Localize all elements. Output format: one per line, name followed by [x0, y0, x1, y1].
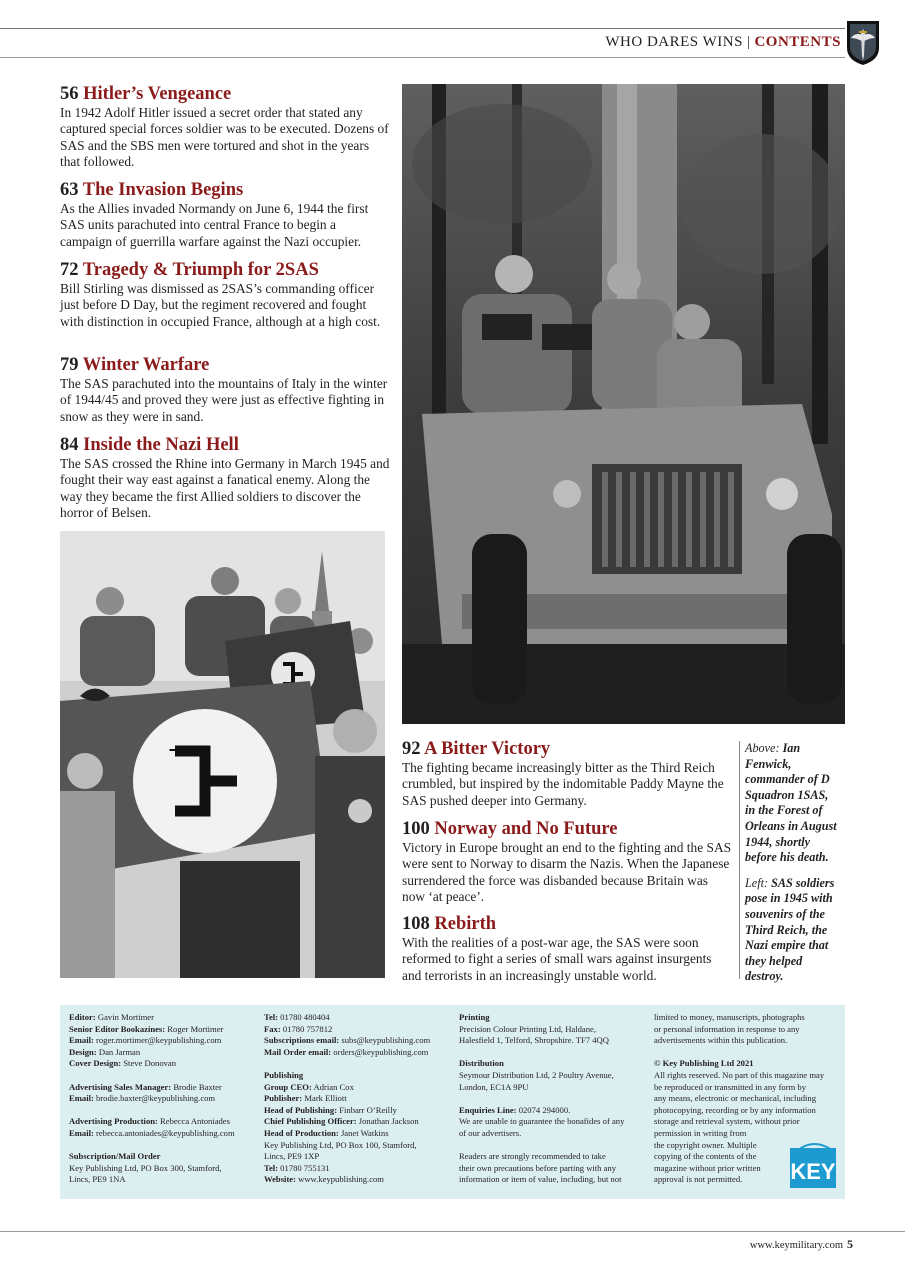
credit-line	[459, 1082, 649, 1094]
credit-label: Subscriptions email:	[264, 1035, 340, 1046]
credit-line	[459, 1151, 649, 1163]
entry-page-number: 108	[402, 914, 430, 934]
caption-above-lead: Above:	[745, 741, 780, 755]
credit-line	[654, 1058, 839, 1070]
footer-url[interactable]: www.keymilitary.com	[749, 1240, 843, 1251]
contents-entry-72[interactable]	[60, 260, 390, 330]
credit-label: Mail Order email:	[264, 1046, 332, 1057]
entry-title: A Bitter Victory	[424, 739, 551, 759]
credit-value: be reproduced or transmitted in any form by	[654, 1081, 807, 1092]
credit-line	[654, 1105, 839, 1117]
footer-rule	[0, 1231, 905, 1232]
credit-value: Gavin Mortimer	[97, 1012, 154, 1022]
running-header	[605, 34, 841, 51]
credit-label: Tel:	[264, 1012, 279, 1022]
credit-value: Lincs, PE9 1NA	[69, 1174, 126, 1185]
credits-column-1	[69, 1012, 259, 1186]
entry-page-number: 56	[60, 84, 79, 104]
key-publishing-logo-icon	[788, 1142, 840, 1190]
caption-left-text: SAS soldiers pose in 1945 with souvenirs of the Third Reich, the Nazi empire that they helped destroy.	[745, 875, 835, 984]
credit-line	[69, 1105, 259, 1117]
credit-value: Lincs, PE9 1XP	[264, 1151, 320, 1162]
credit-line	[459, 1024, 649, 1036]
contents-entry-84[interactable]	[60, 435, 390, 521]
credit-label: Head of Publishing:	[264, 1104, 338, 1115]
credit-line	[264, 1128, 454, 1140]
credit-line	[264, 1035, 454, 1047]
credit-line	[264, 1174, 454, 1186]
credit-label: Subscription/Mail Order	[69, 1151, 161, 1162]
caption-divider	[739, 741, 740, 979]
credit-line	[264, 1082, 454, 1094]
credit-line	[459, 1035, 649, 1047]
credit-value: Rebecca Antoniades	[160, 1116, 230, 1127]
credit-value: 01780 755131	[280, 1162, 330, 1173]
credit-line	[459, 1105, 649, 1117]
entry-page-number: 92	[402, 739, 421, 759]
credit-value: Key Publishing Ltd, PO Box 100, Stamford,	[264, 1139, 417, 1150]
credit-label: Advertising Production:	[69, 1116, 158, 1127]
credit-line	[264, 1105, 454, 1117]
credit-line	[69, 1093, 259, 1105]
credit-label: Email:	[69, 1093, 94, 1104]
entry-description: In 1942 Adolf Hitler issued a secret order that stated any captured special forces soldier was to be executed. Dozens of SAS and the SBS men were tortured and shot in the years that followed.	[60, 105, 389, 169]
credit-value: approval is not permitted.	[654, 1174, 743, 1185]
credit-line	[69, 1128, 259, 1140]
credit-line	[264, 1024, 454, 1036]
caption-left	[745, 876, 840, 985]
credit-label: Publishing	[264, 1069, 304, 1080]
credit-value: Readers are strongly recommended to take	[459, 1151, 606, 1162]
caption-above-text: Ian Fenwick, commander of D Squadron 1SAS, in the Forest of Orleans in August 1944, shortly before his death.	[745, 741, 837, 865]
credit-label: Cover Design:	[69, 1058, 122, 1069]
credit-label: Website:	[264, 1174, 296, 1185]
header-section: WHO DARES WINS	[605, 34, 743, 50]
credit-value: photocopying, recording or by any information	[654, 1104, 816, 1115]
credit-line	[69, 1035, 259, 1047]
credit-line	[264, 1093, 454, 1105]
header-separator: |	[746, 34, 751, 50]
entry-page-number: 79	[60, 355, 79, 375]
credit-label: Senior Editor Bookazines:	[69, 1023, 166, 1034]
credit-value: Adrian Cox	[313, 1081, 354, 1092]
credit-value: Steve Donovan	[123, 1058, 177, 1069]
credit-value: permission in writing from	[654, 1127, 747, 1138]
entry-page-number: 100	[402, 819, 430, 839]
credit-line	[69, 1163, 259, 1175]
credit-label: Chief Publishing Officer:	[264, 1116, 357, 1127]
credit-label: Editor:	[69, 1012, 96, 1022]
page-number: 5	[847, 1237, 853, 1251]
contents-entry-63[interactable]	[60, 180, 390, 250]
credit-value: storage and retrieval system, without prior	[654, 1116, 800, 1127]
credit-label: Distribution	[459, 1058, 504, 1069]
credit-label: Publisher:	[264, 1093, 303, 1104]
credit-line	[264, 1012, 454, 1024]
credit-value: London, EC1A 9PU	[459, 1081, 529, 1092]
credit-line	[69, 1070, 259, 1082]
entry-description: With the realities of a post-war age, the SAS were soon reformed to fight a series of small wars against insurgents and terrorists in an increasingly unstable world.	[402, 935, 712, 983]
credit-line	[654, 1093, 839, 1105]
credit-line	[459, 1070, 649, 1082]
entry-description: The SAS parachuted into the mountains of Italy in the winter of 1944/45 and proved they were just as effective fighting in snow as they were in sand.	[60, 376, 388, 424]
credit-value: Mark Elliott	[304, 1093, 347, 1104]
credit-line	[459, 1012, 649, 1024]
credit-label: Enquiries Line:	[459, 1104, 517, 1115]
credit-value: limited to money, manuscripts, photographs	[654, 1012, 805, 1022]
credit-line	[264, 1140, 454, 1152]
entry-title: Tragedy & Triumph for 2SAS	[82, 260, 319, 280]
credit-value: Key Publishing Ltd, PO Box 300, Stamford,	[69, 1162, 222, 1173]
credit-value: of our advertisers.	[459, 1127, 522, 1138]
credit-line	[654, 1128, 839, 1140]
credits-column-2	[264, 1012, 454, 1186]
credit-line	[264, 1151, 454, 1163]
credit-value: brodie.baxter@keypublishing.com	[95, 1093, 216, 1104]
credit-value: the copyright owner. Multiple	[654, 1139, 757, 1150]
credit-line	[654, 1082, 839, 1094]
credit-value: Roger Mortimer	[167, 1023, 224, 1034]
credit-line	[459, 1163, 649, 1175]
credit-value: rebecca.antoniades@keypublishing.com	[95, 1127, 235, 1138]
credit-value: orders@keypublishing.com	[333, 1046, 429, 1057]
credit-line	[264, 1070, 454, 1082]
contents-entry-108[interactable]	[402, 914, 732, 984]
contents-entry-92[interactable]	[402, 739, 732, 809]
credit-line	[459, 1174, 649, 1186]
credit-value: Halesfield 1, Telford, Shropshire. TF7 4QQ	[459, 1035, 609, 1046]
credit-value: Brodie Baxter	[173, 1081, 222, 1092]
entry-description: As the Allies invaded Normandy on June 6, 1944 the first SAS units parachuted into central France to begin a campaign of guerrilla warfare against the Nazi occupier.	[60, 201, 369, 249]
credit-line	[264, 1116, 454, 1128]
caption-above	[745, 741, 840, 866]
credit-line	[459, 1058, 649, 1070]
credit-value: 02074 294000.	[518, 1104, 571, 1115]
entry-description: The fighting became increasingly bitter as the Third Reich crumbled, but inspired by the indomitable Paddy Mayne the SAS pushed deeper into Germany.	[402, 760, 724, 808]
credit-value: advertisements within this publication.	[654, 1035, 788, 1046]
credit-label: Tel:	[264, 1162, 279, 1173]
header-rule-bottom	[0, 57, 845, 58]
credit-value: Finbarr O’Reilly	[339, 1104, 397, 1115]
credit-label: Advertising Sales Manager:	[69, 1081, 172, 1092]
credit-line	[69, 1058, 259, 1070]
entry-description: The SAS crossed the Rhine into Germany in March 1945 and fought their way east against a fanatical enemy. Along the way they became the first Allied soldiers to discover the horror of Belsen.	[60, 456, 390, 520]
caption-left-lead: Left:	[745, 875, 769, 890]
credit-line	[654, 1012, 839, 1024]
entry-title: Norway and No Future	[434, 819, 618, 839]
credit-line	[69, 1116, 259, 1128]
credit-value: 01780 757812	[282, 1023, 333, 1034]
header-title: CONTENTS	[754, 34, 841, 50]
credit-label: Head of Production:	[264, 1127, 339, 1138]
svg-text:KEY: KEY	[790, 1159, 836, 1184]
credit-line	[654, 1035, 839, 1047]
entry-title: Hitler’s Vengeance	[83, 84, 232, 104]
credit-line	[69, 1082, 259, 1094]
credit-line	[654, 1116, 839, 1128]
credit-value: www.keypublishing.com	[298, 1174, 384, 1185]
entry-page-number: 63	[60, 180, 79, 200]
credit-label: Email:	[69, 1127, 94, 1138]
credit-label: Printing	[459, 1012, 490, 1022]
credit-line	[654, 1024, 839, 1036]
entry-description: Victory in Europe brought an end to the fighting and the SAS were sent to Norway to disarm the Nazis. When the Japanese surrendered the force was disbanded because Britain was now ‘at peace’.	[402, 840, 732, 904]
credit-value: Dan Jarman	[98, 1046, 141, 1057]
credit-value: All rights reserved. No part of this magazine may	[654, 1069, 825, 1080]
credit-value: We are unable to guarantee the bonafides of any	[459, 1116, 625, 1127]
credit-value: subs@keypublishing.com	[341, 1035, 431, 1046]
credit-line	[69, 1151, 259, 1163]
contents-entry-100[interactable]	[402, 819, 732, 905]
credit-line	[654, 1047, 839, 1059]
credit-label: Email:	[69, 1035, 94, 1046]
credits-column-3	[459, 1012, 649, 1186]
photo-captions	[745, 741, 840, 985]
credit-line	[69, 1012, 259, 1024]
entry-title: The Invasion Begins	[82, 180, 244, 200]
entry-page-number: 84	[60, 435, 79, 455]
header-rule-top	[0, 28, 845, 29]
credit-value: magazine without prior written	[654, 1162, 761, 1173]
entry-title: Winter Warfare	[82, 355, 210, 375]
credit-line	[69, 1174, 259, 1186]
photo-sas-soldiers-flag	[60, 531, 385, 978]
credit-value: Precision Colour Printing Ltd, Haldane,	[459, 1023, 597, 1034]
sas-winged-dagger-icon	[846, 20, 880, 66]
credit-line	[459, 1093, 649, 1105]
photo-sas-jeep-forest	[402, 84, 845, 724]
credit-line	[264, 1047, 454, 1059]
credit-label: © Key Publishing Ltd 2021	[654, 1058, 754, 1069]
credit-label: Design:	[69, 1046, 97, 1057]
credit-value: 01780 480404	[280, 1012, 330, 1022]
credit-line	[264, 1163, 454, 1175]
entry-title: Inside the Nazi Hell	[83, 435, 239, 455]
credit-value: Jonathan Jackson	[358, 1116, 419, 1127]
entry-title: Rebirth	[434, 914, 497, 934]
credit-line	[654, 1070, 839, 1082]
entry-page-number: 72	[60, 260, 79, 280]
credits-panel	[60, 1005, 845, 1199]
credit-line	[459, 1116, 649, 1128]
credit-value: Janet Watkins	[340, 1127, 389, 1138]
credit-value: or personal information in response to any	[654, 1023, 800, 1034]
entry-description: Bill Stirling was dismissed as 2SAS’s commanding officer just before D Day, but the regiment recovered and fought with distinction in occupied France, although at a high cost.	[60, 281, 381, 329]
credit-line	[459, 1128, 649, 1140]
credit-value: copying of the contents of the	[654, 1151, 757, 1162]
credit-line	[69, 1140, 259, 1152]
credit-line	[69, 1047, 259, 1059]
page-footer	[750, 1237, 853, 1252]
contents-entry-56[interactable]	[60, 84, 390, 170]
credit-line	[459, 1140, 649, 1152]
flag-photo-graphic	[60, 531, 385, 978]
credit-value: Seymour Distribution Ltd, 2 Poultry Avenue,	[459, 1069, 614, 1080]
credit-line	[69, 1024, 259, 1036]
jeep-photo-graphic	[402, 84, 845, 724]
credit-value: any means, electronic or mechanical, including	[654, 1093, 817, 1104]
credit-label: Group CEO:	[264, 1081, 312, 1092]
credit-label: Fax:	[264, 1023, 281, 1034]
credit-value: information or item of value, including, but not	[459, 1174, 622, 1185]
credit-value: roger.mortimer@keypublishing.com	[95, 1035, 222, 1046]
credit-line	[264, 1058, 454, 1070]
credit-value: their own precautions before parting with any	[459, 1162, 617, 1173]
credit-line	[459, 1047, 649, 1059]
contents-entry-79[interactable]	[60, 355, 390, 425]
